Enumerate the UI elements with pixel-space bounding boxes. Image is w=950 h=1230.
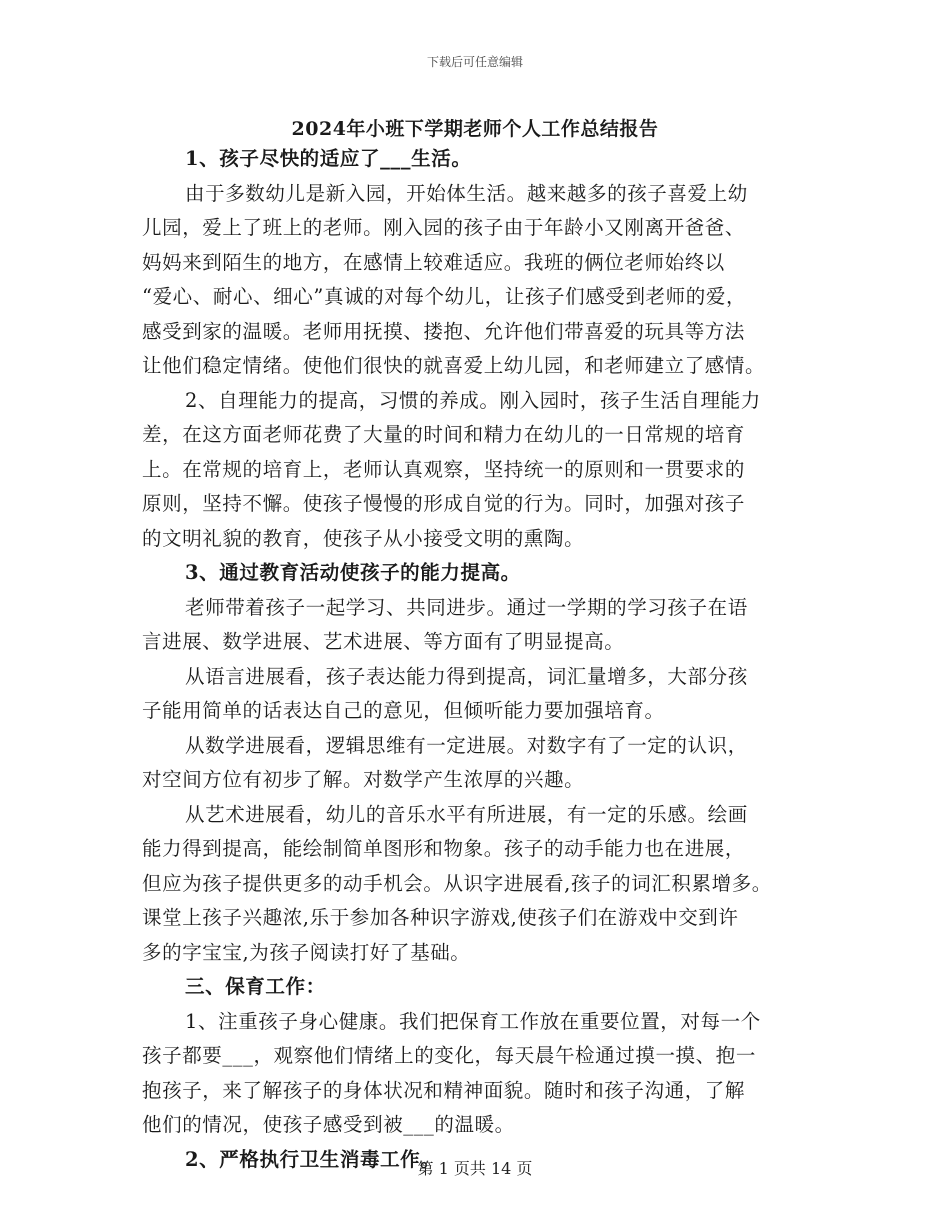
section-heading-line: 3、通过教育活动使孩子的能力提高。: [185, 561, 521, 584]
paragraph-line: 老师带着孩子一起学习、共同进步。通过一学期的学习孩子在语: [185, 595, 748, 619]
paragraph-line: 他们的情况，使孩子感受到被___的温暖。: [142, 1113, 515, 1136]
paragraph-line: 抱孩子，来了解孩子的身体状况和精神面貌。随时和孩子沟通，了解: [142, 1078, 746, 1102]
paragraph-line: 对空间方位有初步了解。对数学产生浓厚的兴趣。: [142, 768, 585, 791]
paragraph-line: 多的字宝宝,为孩子阅读打好了基础。: [142, 940, 471, 964]
document-title: 2024年小班下学期老师个人工作总结报告: [291, 118, 659, 140]
paragraph-line: 的文明礼貌的教育，使孩子从小接受文明的熏陶。: [142, 526, 585, 550]
paragraph-line: 让他们稳定情绪。使他们很快的就喜爱上幼儿园，和老师建立了感情。: [142, 354, 766, 377]
paragraph-line: 从艺术进展看，幼儿的音乐水平有所进展，有一定的乐感。绘画: [185, 802, 748, 826]
paragraph-line: 孩子都要___，观察他们情绪上的变化，每天晨午检通过摸一摸、抱一: [142, 1044, 756, 1067]
paragraph-line: 原则，坚持不懈。使孩子慢慢的形成自觉的行为。同时，加强对孩子: [142, 492, 746, 515]
paragraph-line: 从数学进展看，逻辑思维有一定进展。对数字有了一定的认识，: [185, 733, 748, 757]
section-heading-line: 2、严格执行卫生消毒工作。: [185, 1147, 441, 1171]
paragraph-line: 但应为孩子提供更多的动手机会。从识字进展看,孩子的词汇积累增多。: [142, 871, 772, 895]
paragraph-line: 1、注重孩子身心健康。我们把保育工作放在重要位置，对每一个: [185, 1009, 761, 1033]
paragraph-line: 子能用简单的话表达自己的意见，但倾听能力要加强培育。: [142, 699, 665, 722]
paragraph-line: 妈妈来到陌生的地方，在感情上较难适应。我班的俩位老师始终以: [142, 250, 725, 274]
section-heading-line: 1、孩子尽快的适应了___生活。: [185, 147, 472, 170]
page-number-footer: 第 1 页共 14 页: [417, 1159, 533, 1178]
paragraph-line: 言进展、数学进展、艺术进展、等方面有了明显提高。: [142, 630, 625, 653]
paragraph-line: 课堂上孩子兴趣浓,乐于参加各种识字游戏,使孩子们在游戏中交到许: [142, 906, 739, 929]
paragraph-line: 儿园，爱上了班上的老师。刚入园的孩子由于年龄小又刚离开爸爸、: [142, 216, 746, 239]
document-body: [142, 142, 822, 1177]
paragraph-line: 从语言进展看，孩子表达能力得到提高，词汇量增多，大部分孩: [185, 664, 748, 688]
paragraph-line: 差，在这方面老师花费了大量的时间和精力在幼儿的一日常规的培育: [142, 423, 746, 446]
paragraph-line: 由于多数幼儿是新入园，开始体生活。越来越多的孩子喜爱上幼: [185, 181, 748, 205]
header-note: 下载后可任意编辑: [426, 55, 523, 69]
paragraph-line: 2、自理能力的提高，习惯的养成。刚入园时，孩子生活自理能力: [185, 388, 761, 412]
paragraph-line: “爱心、耐心、细心”真诚的对每个幼儿，让孩子们感受到老师的爱，: [142, 285, 747, 308]
section-heading-line: 三、保育工作：: [185, 975, 326, 998]
paragraph-line: 能力得到提高，能绘制简单图形和物象。孩子的动手能力也在进展，: [142, 837, 746, 860]
paragraph-line: 感受到家的温暖。老师用抚摸、搂抱、允许他们带喜爱的玩具等方法: [142, 319, 746, 343]
paragraph-line: 上。在常规的培育上，老师认真观察，坚持统一的原则和一贯要求的: [142, 457, 746, 481]
